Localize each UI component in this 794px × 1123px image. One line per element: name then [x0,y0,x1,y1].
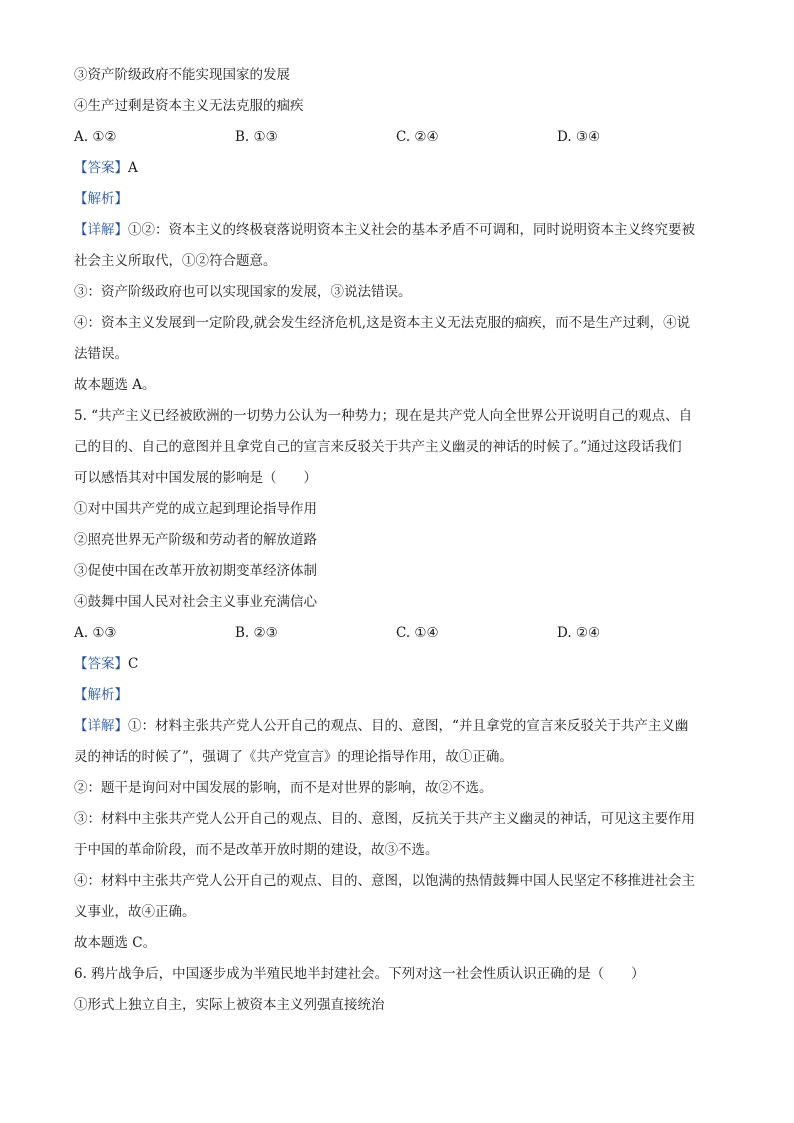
q4-detail-line: 社会主义所取代，①②符合题意。 [74,253,277,269]
q5-detail-line: ④：材料中主张共产党人公开自己的观点、目的、意图，以饱满的热情鼓舞中国人民坚定不移推进社会主 [74,873,695,889]
q5-stem-line: 己的目的、自己的意图并且拿党自己的宣言来反驳关于共产主义幽灵的神话的时候了。”通过这段话我们 [74,439,682,455]
q4-detail-line [74,215,724,246]
q4-option-c: C. ②④ [396,129,439,145]
analysis-tag: 【解析】 [74,191,128,207]
q5-detail-line: ②：题干是询问对中国发展的影响，而不是对世界的影响，故②不选。 [74,780,493,796]
q4-analysis-heading [74,184,724,215]
q4-detail-line: ③：资产阶级政府也可以实现国家的发展，③说法错误。 [74,284,412,300]
document-page [74,60,724,1021]
answer-value: C [128,656,139,672]
answer-value: A [128,160,138,176]
q4-item-3: ③资产阶级政府不能实现国家的发展 [74,67,290,83]
q5-detail-line: 于中国的革命阶段，而不是改革开放时期的建设，故③不选。 [74,842,439,858]
q5-option-b: B. ②③ [235,625,278,641]
q5-detail-line: ③：材料中主张共产党人公开自己的观点、目的、意图，反抗关于共产主义幽灵的神话，可见这主要作用 [74,811,695,827]
q4-answer [74,153,724,184]
q5-stem-line: 可以感悟其对中国发展的影响是（ ） [74,470,317,486]
q5-item-4: ④鼓舞中国人民对社会主义事业充满信心 [74,594,317,610]
q5-option-c: C. ①④ [396,625,439,641]
q6-item-1: ①形式上独立自主，实际上被资本主义列强直接统治 [74,997,385,1013]
q4-options [74,122,724,153]
q6-stem: 6. 鸦片战争后，中国逐步成为半殖民地半封建社会。下列对这一社会性质认识正确的是（ ） [74,966,645,982]
q5-item-3: ③促使中国在改革开放初期变革经济体制 [74,563,317,579]
q5-item-2: ②照亮世界无产阶级和劳动者的解放道路 [74,532,317,548]
q5-answer [74,649,724,680]
q5-detail-line: 灵的神话的时候了”，强调了《共产党宣言》的理论指导作用，故①正确。 [74,749,513,765]
q4-detail-line: ④：资本主义发展到一定阶段,就会发生经济危机,这是资本主义无法克服的痼疾，而不是生产过剩，④说 [74,315,691,331]
q4-option-d: D. ③④ [557,129,601,145]
q4-conclusion: 故本题选 A。 [74,377,156,393]
q5-option-a: A. ①③ [74,625,117,641]
q5-conclusion: 故本题选 C。 [74,935,157,951]
q4-item-4: ④生产过剩是资本主义无法克服的痼疾 [74,98,304,114]
q5-stem-line: 5. “共产主义已经被欧洲的一切势力公认为一种势力；现在是共产党人向全世界公开说明自己的观点、自 [74,408,693,424]
detail-tag: 【详解】 [74,222,128,238]
detail-text: ①：材料主张共产党人公开自己的观点、目的、意图，“并且拿党的宣言来反驳关于共产主义幽 [128,718,689,734]
q5-item-1: ①对中国共产党的成立起到理论指导作用 [74,501,317,517]
answer-tag: 【答案】 [74,160,128,176]
q5-detail-line [74,711,724,742]
answer-tag: 【答案】 [74,656,128,672]
q4-option-a: A. ①② [74,129,117,145]
analysis-tag: 【解析】 [74,687,128,703]
q5-options [74,618,724,649]
detail-text: ①②：资本主义的终极衰落说明资本主义社会的基本矛盾不可调和，同时说明资本主义终究要被 [128,222,695,238]
q4-option-b: B. ①③ [235,129,278,145]
detail-tag: 【详解】 [74,718,128,734]
q4-detail-line: 法错误。 [74,346,128,362]
q5-option-d: D. ②④ [557,625,601,641]
q5-detail-line: 义事业，故④正确。 [74,904,196,920]
q5-analysis-heading [74,680,724,711]
